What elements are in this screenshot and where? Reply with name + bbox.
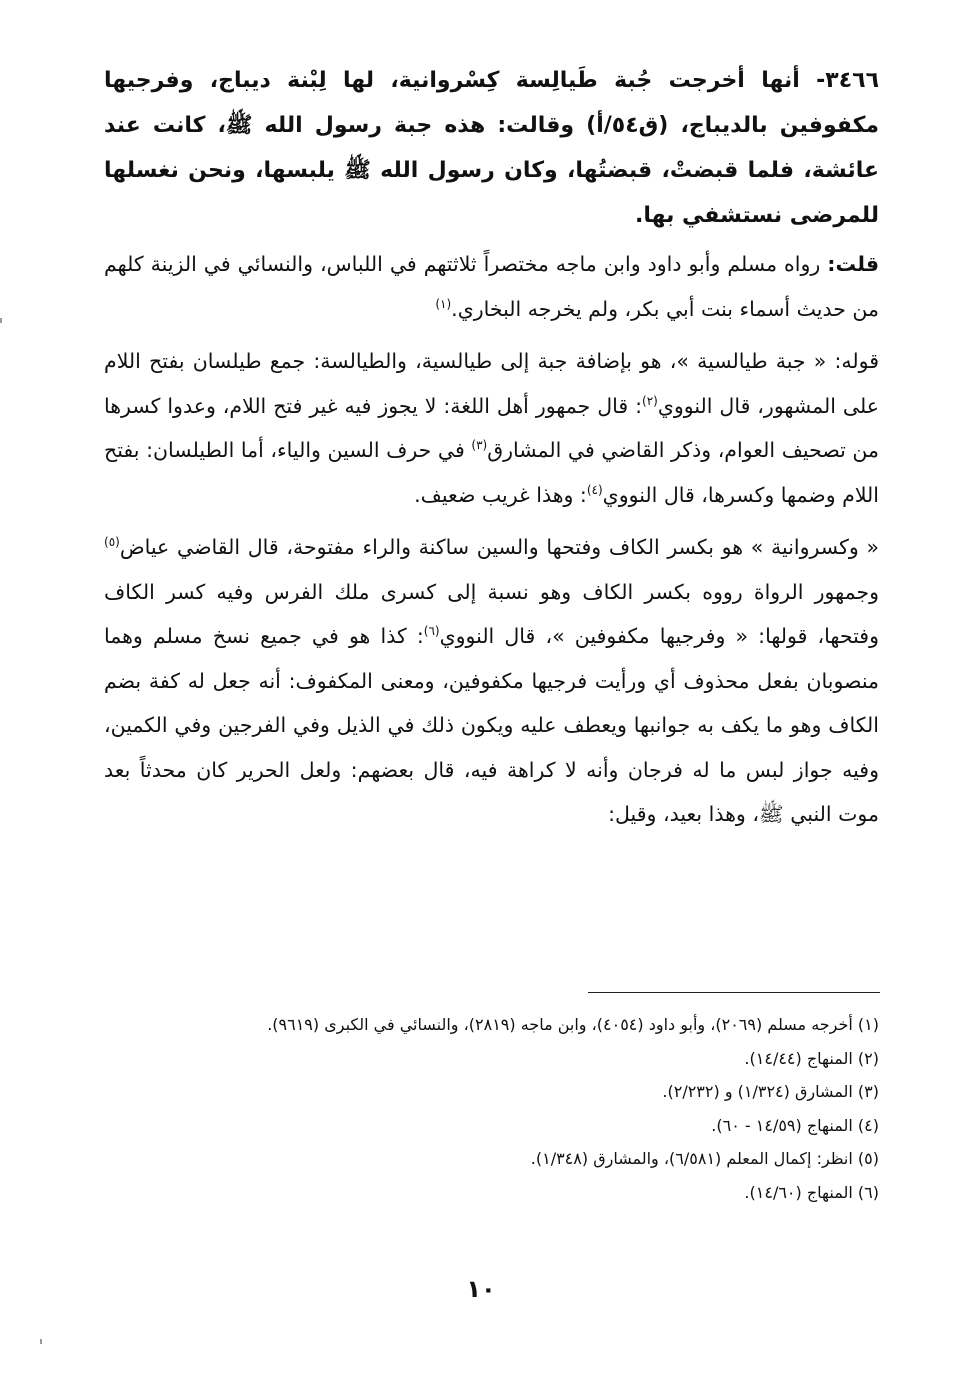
footnote-3: (٣) المشارق (١/٣٢٤) و (٢/٢٣٢). (662, 1082, 879, 1101)
text-segment: وجمهور الرواة رووه بكسر الكاف وهو نسبة إلى كسرى ملك الفرس وفيه كسر الكاف وفتحها، قولها: « وفرجيها مكفوفين »، قال النووي (104, 579, 879, 648)
text-segment: « وكسروانية » هو بكسر الكاف وفتحها والسين ساكنة والراء مفتوحة، قال القاضي عياض (119, 535, 879, 559)
text-segment: قوله: « جبة طيالسية »، هو بإضافة جبة إلى طيالسية، والطيالسة: جمع طيلسان بفتح اللام على المشهور، قال النووي (104, 349, 879, 418)
footnote-separator (588, 992, 880, 993)
footnote-ref-6[interactable]: (٦) (423, 624, 440, 639)
footnote-6: (٦) المنهاج (١٤/٦٠). (744, 1182, 879, 1202)
page-number: ١٠ (466, 1275, 496, 1303)
commentary-lead: قلت: (827, 252, 879, 276)
footnote-ref-1[interactable]: (١) (435, 296, 452, 311)
text-segment: : كذا هو في جميع نسخ مسلم وهما منصوبان بفعل محذوف أي ورأيت فرجيها مكفوفين، ومعنى المكفوف: أنه جعل له كفة بضم الكاف وهو ما يكف به جوانبها ويعطف عليه ويكون ذلك في الذيل وفي الفرجين وفي الكمين، وفيه جواز لبس ما له فرجان وأنه لا كراهة فيه، قال بعضهم: ولعل الحرير كان محدثاً بعد موت النبي ﷺ، وهذا بعيد، وقيل: (104, 624, 879, 826)
text-segment: : قال جمهور أهل اللغة: لا يجوز فيه غير فتح اللام، وعدوا كسرها من تصحيف العوام، وذكر القاضي في المشارق (104, 393, 879, 462)
scan-edge-mark (0, 318, 2, 323)
explanation-paragraph-kisrawaniya (104, 525, 879, 837)
text-segment: في حرف السين والياء، أما الطيلسان: بفتح اللام وضمها وكسرها، قال النووي (104, 438, 879, 507)
footnote-4: (٤) المنهاج (١٤/٥٩ - ٦٠). (711, 1115, 879, 1135)
text-segment: : وهذا غريب ضعيف. (414, 482, 587, 507)
footnote-1: (١) أخرجه مسلم (٢٠٦٩)، وأبو داود (٤٠٥٤)، وابن ماجه (٢٨١٩)، والنسائي في الكبرى (٩٦١٩). (267, 1015, 879, 1034)
commentary-text: رواه مسلم وأبو داود وابن ماجه مختصراً ثلاثتهم في اللباس، والنسائي في الزينة كلهم من حديث أسماء بنت أبي بكر، ولم يخرجه البخاري. (104, 252, 879, 321)
footnote-ref-2[interactable]: (٢) (642, 393, 658, 408)
scan-edge-mark (40, 1339, 42, 1344)
footnote-ref-3[interactable]: (٣) (471, 438, 488, 453)
explanation-paragraph-tayalisa (104, 339, 879, 517)
hadith-text: ٣٤٦٦- أنها أخرجت جُبة طَيالِسة كِسْروانية، لها لِبْنة ديباج، وفرجيها مكفوفين بالديباج، (ق٥٤/أ) وقالت: هذه جبة رسول الله ﷺ، كانت عند عائشة، فلما قبضتْ، قبضتُها، وكان رسول الله ﷺ يلبسها، ونحن نغسلها للمرضى نستشفي بها. (104, 68, 879, 228)
commentary-paragraph (104, 242, 879, 331)
footnote-ref-5[interactable]: (٥) (104, 535, 120, 550)
footnote-2: (٢) المنهاج (١٤/٤٤). (744, 1048, 879, 1068)
footnote-5: (٥) انظر: إكمال المعلم (٦/٥٨١)، والمشارق (١/٣٤٨). (530, 1149, 879, 1168)
main-text (104, 58, 879, 845)
footnote-ref-4[interactable]: (٤) (586, 482, 603, 497)
footnotes-section (104, 1008, 879, 1209)
